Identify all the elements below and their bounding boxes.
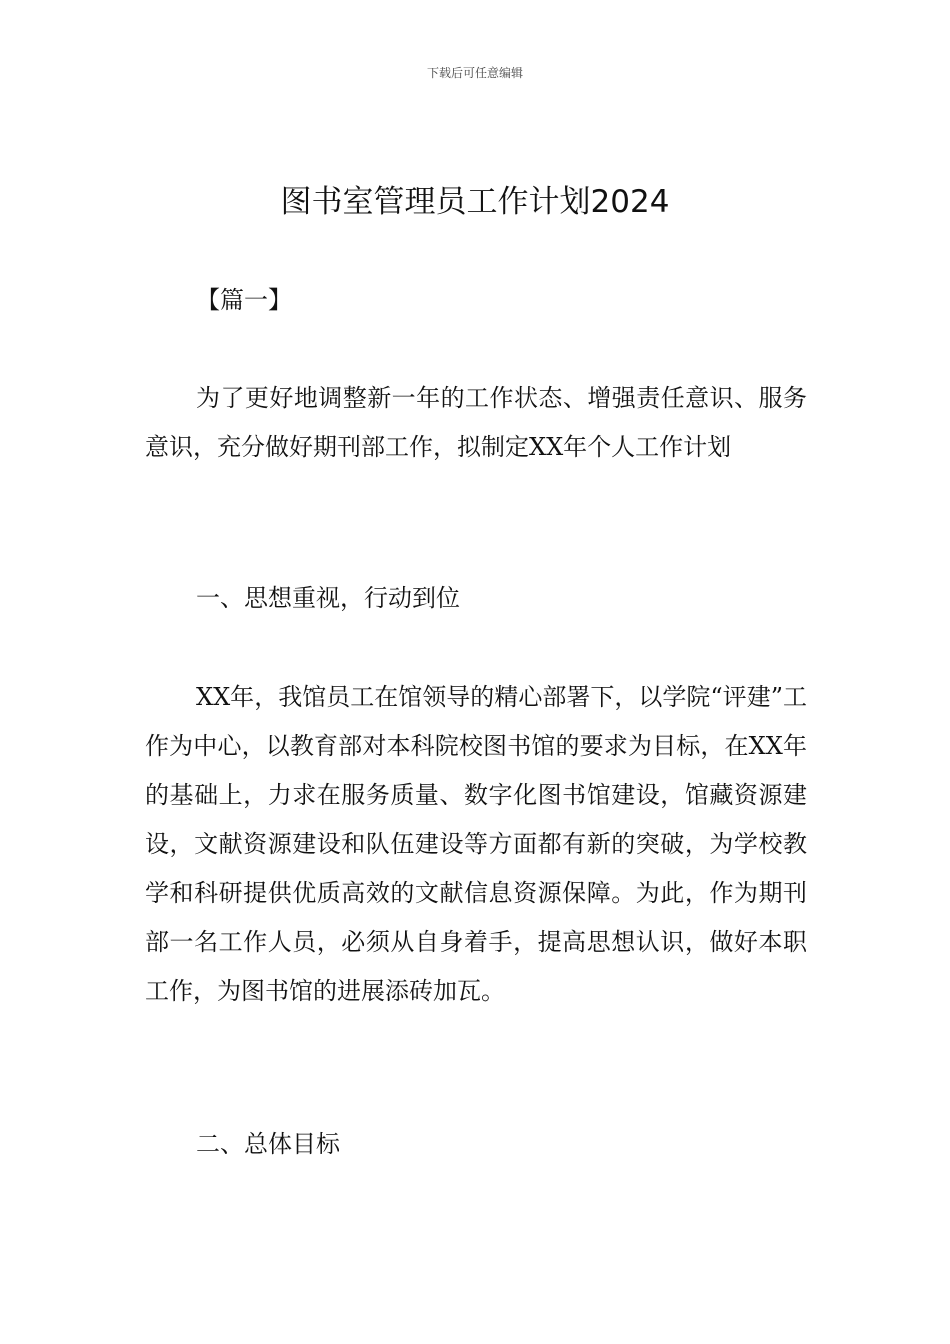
paragraph-intro: 为了更好地调整新一年的工作状态、增强责任意识、服务意识，充分做好期刊部工作，拟制定XX年个人工作计划 [145,384,807,461]
page-header-note: 下载后可任意编辑 [426,66,523,80]
section-heading-1: 一、思想重视，行动到位 [196,584,460,612]
paragraph-body: XX年，我馆员工在馆领导的精心部署下，以学院“评建”工作为中心，以教育部对本科院校图书馆的要求为目标，在XX年的基础上，力求在服务质量、数字化图书馆建设，馆藏资源建设，文献资源建设和队伍建设等方面都有新的突破，为学校教学和科研提供优质高效的文献信息资源保障。为此，作为期刊部一名工作人员，必须从自身着手，提高思想认识，做好本职工作，为图书馆的进展添砖加瓦。 [145,683,807,1005]
section-label: 【篇一】 [196,286,292,314]
document-title: 图书室管理员工作计划2024 [280,184,670,220]
section-heading-2: 二、总体目标 [196,1130,340,1158]
